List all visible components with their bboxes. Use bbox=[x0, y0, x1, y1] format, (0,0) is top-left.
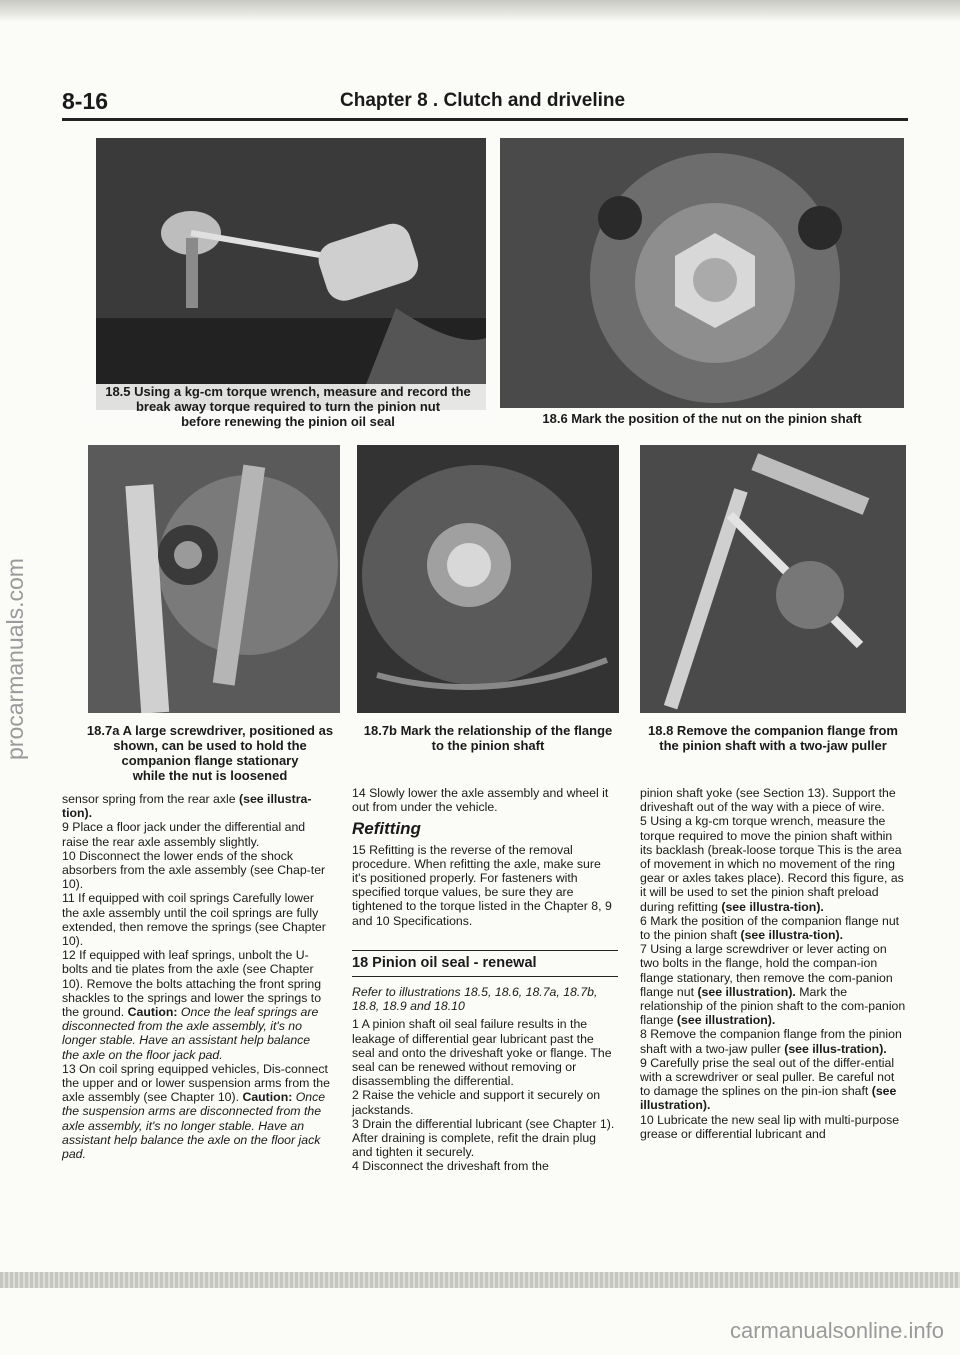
col3-p6a: 9 Carefully prise the seal out of the differ-ential with a screwdriver or seal puller. Be careful not to damage the splines on the pin-ion shaft bbox=[640, 1055, 895, 1099]
col1-p6c: Once the suspension arms are disconnected from the axle assembly, it's no longer stable. Have an assistant help balance the axle on the floor jack pad. bbox=[62, 1090, 326, 1162]
col3-para-3 bbox=[640, 914, 906, 942]
col3-p4a: 7 Using a large screwdriver or lever acting on two bolts in the flange, hold the compan-ion flange stationary, then remove the com-panion flange nut bbox=[640, 942, 893, 999]
photo-18-7b-image bbox=[357, 445, 619, 713]
col3-p4b: (see illustration). bbox=[697, 984, 796, 999]
caption-18-7a bbox=[70, 723, 350, 783]
col3-p3b: (see illustra-tion). bbox=[740, 928, 843, 943]
header-rule bbox=[62, 118, 908, 121]
caption-18-5 bbox=[78, 384, 498, 429]
col1-p6b: Caution: bbox=[242, 1090, 296, 1105]
col3-p2b: (see illustra-tion). bbox=[721, 899, 824, 914]
section-heading: 18 Pinion oil seal - renewal bbox=[352, 950, 618, 977]
photo-18-7a-image bbox=[88, 445, 340, 713]
scan-edge-bottom bbox=[0, 1272, 960, 1288]
col3-p2a: 5 Using a kg-cm torque wrench, measure the torque required to move the pinion shaft within its backlash (break-loose torque This is the area of movement in which no movement of the ring gear or axles takes place). Record this figure, as it will be used to set the pinion shaft preload during refitting bbox=[640, 814, 904, 914]
col1-para-5 bbox=[62, 948, 330, 1062]
caption-18-7b-line2: to the pinion shaft bbox=[431, 738, 545, 753]
photo-18-5-image bbox=[96, 138, 486, 410]
col1-para-3: 10 Disconnect the lower ends of the shock absorbers from the axle assembly (see Chap-ter 10). bbox=[62, 848, 326, 892]
col1-para-1 bbox=[62, 792, 330, 820]
col1-p6a: 13 On coil spring equipped vehicles, Dis-connect the upper and or lower suspension arms from the axle assembly (see Chapter 10). bbox=[62, 1061, 330, 1105]
col2-para-1: 14 Slowly lower the axle assembly and wheel it out from under the vehicle. bbox=[352, 786, 609, 815]
col3-para-1: pinion shaft yoke (see Section 13). Support the driveshaft out of the way with a piece of wire. bbox=[640, 786, 896, 815]
photo-18-8 bbox=[640, 445, 906, 713]
col1-p1a: sensor spring from the rear axle bbox=[62, 792, 240, 806]
col2-para-3: 1 A pinion shaft oil seal failure results in the leakage of differential gear lubricant past the seal and onto the driveshaft yoke or flange. The seal can be renewed without removing or disassembling the differential. bbox=[352, 1017, 612, 1089]
caption-18-7b bbox=[352, 723, 624, 753]
col1-p5a: 12 If equipped with leaf springs, unbolt the U-bolts and tie plates from the axle (see Chapter 10). Remove the bolts attaching the front spring shackles to the springs and lower the springs to the ground. bbox=[62, 948, 322, 1020]
refer-illustrations: Refer to illustrations 18.5, 18.6, 18.7a, 18.7b, 18.8, 18.9 and 18.10 bbox=[352, 985, 598, 1014]
col3-para-2 bbox=[640, 814, 906, 913]
photo-18-7b bbox=[357, 445, 619, 713]
caption-18-7a-line4: while the nut is loosened bbox=[132, 768, 288, 783]
col3-para-5 bbox=[640, 1027, 906, 1055]
scan-edge-top bbox=[0, 0, 960, 22]
bottom-watermark: carmanualsonline.info bbox=[729, 1318, 944, 1343]
caption-18-8-line1: 18.8 Remove the companion flange from bbox=[648, 723, 898, 738]
col2-para-5: 3 Drain the differential lubricant (see Chapter 1). After draining is complete, refit the drain plug and tighten it securely. bbox=[352, 1116, 615, 1160]
page-header bbox=[62, 88, 908, 116]
col1-para-6 bbox=[62, 1062, 330, 1161]
col1-p1b: (see illustra-tion). bbox=[62, 792, 312, 821]
side-watermark bbox=[2, 558, 28, 760]
photo-18-7a bbox=[88, 445, 340, 713]
chapter-title: Chapter 8 . Clutch and driveline bbox=[340, 90, 626, 111]
col2-para-4: 2 Raise the vehicle and support it securely on jackstands. bbox=[352, 1088, 601, 1117]
photo-18-6-image bbox=[500, 138, 904, 408]
caption-18-8-line2: the pinion shaft with a two-jaw puller bbox=[659, 738, 887, 753]
col3-para-4 bbox=[640, 942, 906, 1027]
text-column-3 bbox=[640, 786, 906, 1141]
side-watermark-text: procarmanuals.com bbox=[2, 558, 28, 760]
col3-p4c: Mark the relationship of the pinion shaft to the com-panion flange bbox=[640, 984, 906, 1028]
caption-18-7a-line3: companion flange stationary bbox=[121, 753, 299, 768]
photo-18-8-image bbox=[640, 445, 906, 713]
col1-para-2: 9 Place a floor jack under the differential and raise the rear axle assembly slightly. bbox=[62, 820, 306, 849]
caption-18-5-line2: break away torque required to turn the pinion nut bbox=[135, 399, 441, 414]
col3-p3a: 6 Mark the position of the companion flange nut to the pinion shaft bbox=[640, 913, 900, 943]
caption-18-6-line1: 18.6 Mark the position of the nut on the pinion shaft bbox=[542, 411, 862, 426]
col2-para-6: 4 Disconnect the driveshaft from the bbox=[352, 1159, 549, 1174]
col3-p5a: 8 Remove the companion flange from the pinion shaft with a two-jaw puller bbox=[640, 1027, 902, 1056]
col2-para-2: 15 Refitting is the reverse of the removal procedure. When refitting the axle, make sure it's positioned properly. For fasteners with specified torque values, be sure they are tightened to the torque listed in the Chapter 8, 9 and 10 Specifications. bbox=[352, 842, 612, 928]
text-column-1 bbox=[62, 792, 330, 1161]
caption-18-7a-line1: 18.7a A large screwdriver, positioned as bbox=[86, 723, 334, 738]
photo-18-6 bbox=[500, 138, 904, 408]
col1-p5c: Once the leaf springs are disconnected from the axle assembly, it's no longer stable. Have an assistant help balance the axle on the floor jack pad. bbox=[62, 1005, 319, 1062]
text-column-2 bbox=[352, 786, 618, 1174]
col3-para-6 bbox=[640, 1056, 906, 1113]
col3-p5b: (see illus-tration). bbox=[784, 1041, 887, 1056]
caption-18-7a-line2: shown, can be used to hold the bbox=[113, 738, 307, 753]
page-number: 8-16 bbox=[62, 88, 109, 114]
caption-18-8 bbox=[632, 723, 914, 753]
col3-p4d: (see illustration). bbox=[676, 1013, 776, 1028]
caption-18-5-line1: 18.5 Using a kg-cm torque wrench, measure and record the bbox=[105, 384, 471, 399]
caption-18-7b-line1: 18.7b Mark the relationship of the flange bbox=[363, 723, 613, 738]
col3-para-7: 10 Lubricate the new seal lip with multi-purpose grease or differential lubricant and bbox=[640, 1112, 900, 1141]
col3-p6b: (see illustration). bbox=[640, 1084, 897, 1113]
caption-18-6 bbox=[500, 411, 904, 426]
caption-18-5-line3: before renewing the pinion oil seal bbox=[181, 414, 395, 429]
col1-para-4: 11 If equipped with coil springs Carefully lower the axle assembly until the coil springs are fully extended, then remove the springs (see Chapter 10). bbox=[62, 891, 326, 949]
refitting-heading: Refitting bbox=[352, 819, 421, 839]
photo-18-5 bbox=[96, 138, 486, 410]
col1-p5b: Caution: bbox=[127, 1005, 181, 1020]
